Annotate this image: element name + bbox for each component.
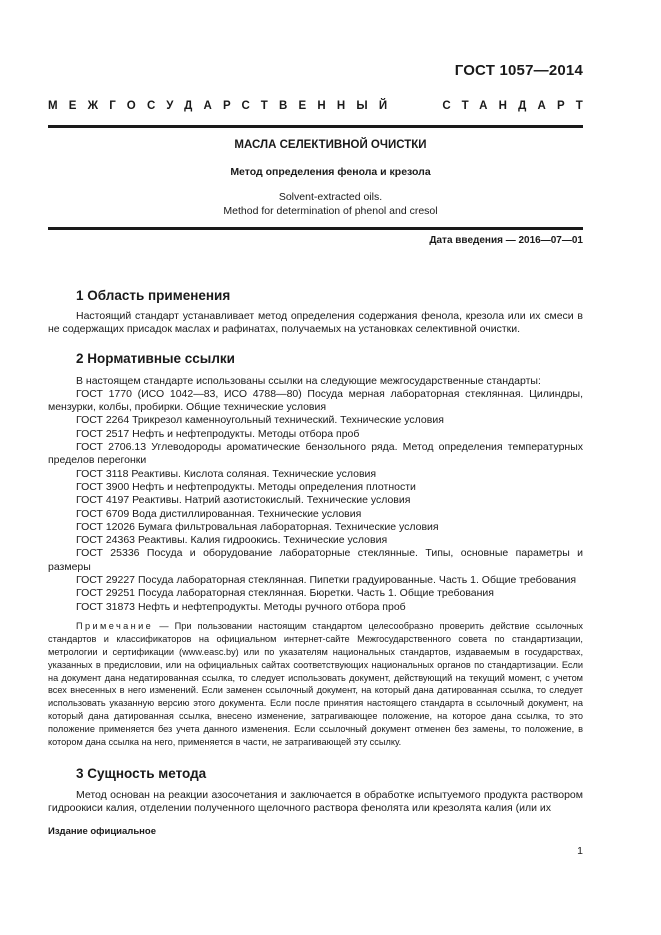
section-2-heading: 2 Нормативные ссылки (76, 350, 235, 366)
section-1-text: Настоящий стандарт устанавливает метод определения содержания фенола, крезола или их смеси в не содержащих присадок маслах и рафинатах, получаемых на установках селективной очистки. (48, 310, 583, 336)
note-label: Примечание (76, 620, 154, 631)
document-subtitle: Метод определения фенола и крезола (230, 166, 431, 178)
english-title (0, 190, 661, 218)
top-rule (48, 125, 583, 128)
bottom-rule (48, 227, 583, 230)
reference-item: ГОСТ 29251 Посуда лабораторная стеклянная. Бюретки. Часть 1. Общие требования (76, 587, 494, 600)
interstate-word: МЕЖГОСУДАРСТВЕННЫЙ (48, 100, 399, 112)
reference-item: ГОСТ 4197 Реактивы. Натрий азотистокислый. Технические условия (76, 494, 411, 507)
reference-item: ГОСТ 3118 Реактивы. Кислота соляная. Технические условия (76, 467, 377, 480)
section-1-heading: 1 Область применения (76, 288, 231, 303)
reference-item: ГОСТ 2264 Трикрезол каменноугольный технический. Технические условия (76, 414, 444, 427)
section-3-heading: 3 Сущность метода (76, 766, 207, 781)
standard-number: ГОСТ 1057—2014 (454, 62, 583, 79)
interstate-standard-banner (48, 100, 594, 112)
section-2-intro: В настоящем стандарте использованы ссылки на следующие межгосударственные стандарты: (76, 374, 541, 387)
standard-word: СТАНДАРТ (442, 100, 594, 112)
document-title: МАСЛА СЕЛЕКТИВНОЙ ОЧИСТКИ (234, 139, 427, 151)
reference-item: ГОСТ 2706.13 Углеводороды ароматические бензольного ряда. Метод определения температурных пределов перегонки (48, 441, 583, 467)
reference-item: ГОСТ 29227 Посуда лабораторная стеклянная. Пипетки градуированные. Часть 1. Общие требования (76, 574, 577, 587)
reference-item: ГОСТ 2517 Нефть и нефтепродукты. Методы отбора проб (76, 427, 360, 440)
english-title-line-2: Method for determination of phenol and cresol (223, 205, 438, 217)
reference-item: ГОСТ 6709 Вода дистиллированная. Технические условия (76, 507, 362, 520)
effective-date: Дата введения — 2016—07—01 (429, 235, 583, 246)
note-text: — При пользовании настоящим стандартом целесообразно проверить действие ссылочных стандартов и классификаторов на официальном интернет-сайте Межгосударственного совета по стандартизации, метрологии и сертификации (www.easc.by) или по указателям национальных стандартов, издаваемым в государствах, указанных в предисловии, или на официальных сайтах соответствующих национальных органов по стандартизации. Если на документ дана недатированная ссылка, то следует использовать документ, действующий на текущий момент, с учетом всех внесенных в него изменений. Если заменен ссылочный документ, на который дана датированная ссылка, то следует использовать указанную версию этого документа. Если после принятия настоящего стандарта в ссылочный документ, на который дана датированная ссылка, внесено изменение, затрагивающее положение, на которое дана ссылка, то это положение применяется без учета данного изменения. Если ссылочный документ отменен без замены, то положение, в котором дана ссылка на него, применяется в части, не затрагивающей эту ссылку. (48, 620, 583, 748)
reference-item: ГОСТ 31873 Нефть и нефтепродукты. Методы ручного отбора проб (76, 600, 406, 613)
reference-item: ГОСТ 1770 (ИСО 1042—83, ИСО 4788—80) Посуда мерная лабораторная стеклянная. Цилиндры, мензурки, колбы, пробирки. Общие технические условия (48, 387, 583, 414)
reference-item: ГОСТ 25336 Посуда и оборудование лабораторные стеклянные. Типы, основные параметры и размеры (48, 547, 583, 573)
reference-item: ГОСТ 3900 Нефть и нефтепродукты. Методы определения плотности (76, 480, 416, 493)
page-number: 1 (577, 845, 583, 857)
reference-item: ГОСТ 12026 Бумага фильтровальная лабораторная. Технические условия (76, 520, 439, 533)
reference-item: ГОСТ 24363 Реактивы. Калия гидроокись. Технические условия (76, 534, 388, 547)
official-edition-label: Издание официальное (48, 826, 156, 837)
reference-note (48, 620, 583, 749)
section-3-text: Метод основан на реакции азосочетания и заключается в обработке испытуемого продукта раствором гидроокиси калия, отделении полученного щелочного раствора фенолята или крезолята калия (или их (48, 789, 583, 815)
english-title-line-1: Solvent-extracted oils. (278, 191, 383, 203)
document-body (48, 288, 583, 816)
